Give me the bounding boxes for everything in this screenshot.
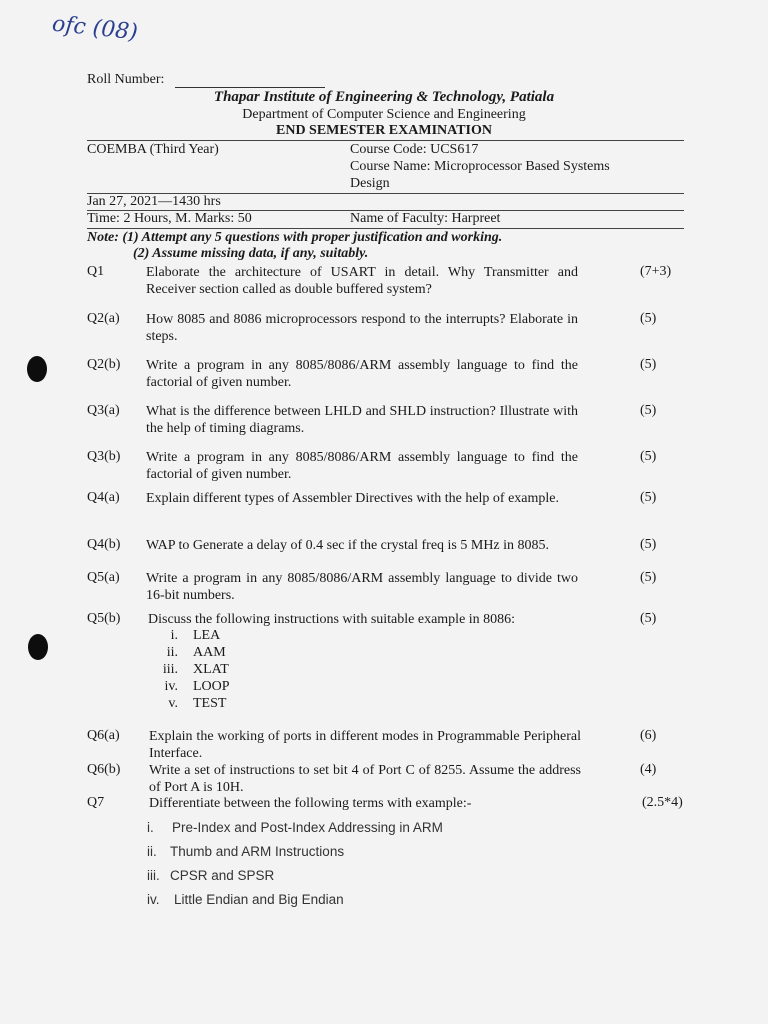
exam-date: Jan 27, 2021—1430 hrs: [87, 194, 221, 209]
list-item-text: LEA: [193, 628, 221, 643]
list-item-text: Little Endian and Big Endian: [174, 892, 344, 907]
question-label: Q3(b): [87, 449, 121, 464]
question-text: Explain the working of ports in different modes in Programmable Peripheral Interface.: [149, 729, 581, 761]
list-item-number: iii.: [162, 662, 178, 677]
exam-title: END SEMESTER EXAMINATION: [276, 123, 492, 138]
question-text: Discuss the following instructions with suitable example in 8086:: [148, 612, 516, 627]
note-line-2: (2) Assume missing data, if any, suitably.: [133, 246, 369, 261]
question-label: Q4(b): [87, 537, 121, 552]
question-marks: (5): [640, 449, 657, 464]
program-year: COEMBA (Third Year): [87, 142, 219, 157]
question-text: WAP to Generate a delay of 0.4 sec if the crystal freq is 5 MHz in 8085.: [146, 538, 550, 553]
question-marks: (2.5*4): [642, 795, 683, 810]
note-line-1: Note: (1) Attempt any 5 questions with proper justification and working.: [87, 230, 503, 245]
question-text: What is the difference between LHLD and SHLD instruction? Illustrate with the help of timing diagrams.: [146, 404, 578, 436]
list-item-number: iv.: [164, 679, 178, 694]
faculty-name: Name of Faculty: Harpreet: [350, 211, 501, 226]
roll-number-blank: [175, 87, 325, 88]
list-item-text: AAM: [193, 645, 226, 660]
list-item-text: LOOP: [193, 679, 230, 694]
list-item-text: Pre-Index and Post-Index Addressing in ARM: [172, 820, 443, 835]
institute-name: Thapar Institute of Engineering & Technology, Patiala: [213, 89, 555, 105]
question-text: Explain different types of Assembler Directives with the help of example.: [146, 491, 560, 506]
question-label: Q6(a): [87, 728, 120, 743]
list-item-number: ii.: [147, 844, 157, 859]
list-item-text: TEST: [193, 696, 227, 711]
question-text: How 8085 and 8086 microprocessors respond to the interrupts? Elaborate in steps.: [146, 312, 578, 344]
question-marks: (4): [640, 762, 657, 777]
list-item-text: Thumb and ARM Instructions: [170, 844, 345, 859]
list-item-text: XLAT: [193, 662, 229, 677]
punch-hole-mark: [28, 634, 48, 660]
question-text: Write a program in any 8085/8086/ARM assembly language to divide two 16-bit numbers.: [146, 571, 578, 603]
course-name: Course Name: Microprocessor Based Systems: [350, 159, 610, 174]
question-label: Q5(a): [87, 570, 120, 585]
handwritten-note: ofc (08): [50, 11, 139, 46]
list-item-text: CPSR and SPSR: [170, 868, 275, 883]
list-item-number: v.: [168, 696, 178, 711]
question-text: Write a program in any 8085/8086/ARM assembly language to find the factorial of given number.: [146, 450, 578, 482]
question-text: Write a set of instructions to set bit 4 of Port C of 8255. Assume the address of Port A is 10H.: [149, 763, 581, 795]
question-text: Differentiate between the following terms with example:-: [149, 796, 472, 811]
roll-number-label: Roll Number:: [87, 72, 165, 87]
question-label: Q5(b): [87, 611, 121, 626]
divider: [87, 228, 684, 229]
list-item-number: i.: [147, 820, 154, 835]
question-marks: (5): [640, 311, 657, 326]
question-text: Write a program in any 8085/8086/ARM assembly language to find the factorial of given number.: [146, 358, 578, 390]
question-marks: (5): [640, 611, 657, 626]
course-name-cont: Design: [350, 176, 390, 191]
divider: [87, 140, 684, 141]
question-marks: (5): [640, 537, 657, 552]
question-label: Q2(a): [87, 311, 120, 326]
question-marks: (7+3): [640, 264, 672, 279]
question-label: Q6(b): [87, 762, 121, 777]
question-label: Q2(b): [87, 357, 121, 372]
question-marks: (5): [640, 490, 657, 505]
question-label: Q1: [87, 264, 105, 279]
department-name: Department of Computer Science and Engineering: [242, 107, 526, 122]
list-item-number: iii.: [147, 868, 160, 883]
question-label: Q7: [87, 795, 105, 810]
punch-hole-mark: [27, 356, 47, 382]
question-label: Q3(a): [87, 403, 120, 418]
question-marks: (5): [640, 403, 657, 418]
question-label: Q4(a): [87, 490, 120, 505]
list-item-number: iv.: [147, 892, 160, 907]
list-item-number: i.: [170, 628, 178, 643]
time-marks: Time: 2 Hours, M. Marks: 50: [87, 211, 252, 226]
course-code: Course Code: UCS617: [350, 142, 479, 157]
question-marks: (5): [640, 570, 657, 585]
question-text: Elaborate the architecture of USART in detail. Why Transmitter and Receiver section called as double buffered system?: [146, 265, 578, 297]
question-marks: (6): [640, 728, 657, 743]
list-item-number: ii.: [166, 645, 178, 660]
question-marks: (5): [640, 357, 657, 372]
